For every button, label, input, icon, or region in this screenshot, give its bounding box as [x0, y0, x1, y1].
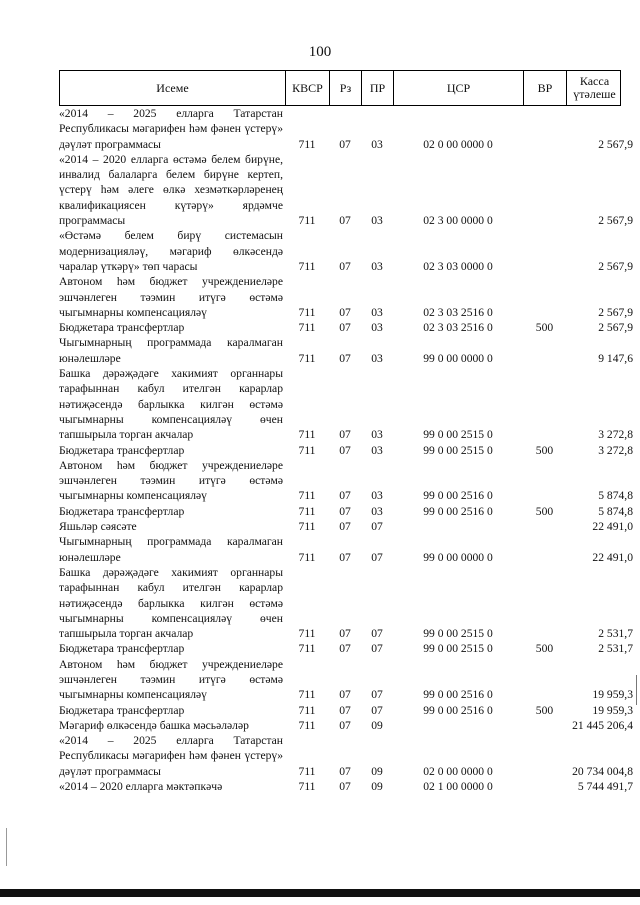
- cell-name: «2014 – 2025 елларга Татарстан Республикасы мәгарифен һәм фәнен үстерү» дәүләт программасы: [59, 107, 283, 151]
- cell-name: Мәгариф өлкәсендә башка мәсьәләләр: [59, 718, 249, 732]
- cell-name: Чыгымнарның программада каралмаган юнәлешләре: [59, 535, 283, 564]
- cell-kvsr: 711: [298, 688, 316, 702]
- cell-rz: 07: [339, 305, 351, 319]
- cell-kvsr: 711: [298, 627, 316, 641]
- header-name: Исеме: [60, 71, 286, 105]
- cell-kvsr: 711: [298, 321, 316, 335]
- cell-kvsr: 711: [298, 259, 316, 273]
- cell-amount: 22 491,0: [592, 550, 633, 564]
- cell-name: Бюджетара трансфертлар: [59, 321, 185, 335]
- cell-vr: [523, 458, 566, 504]
- cell-vr: [523, 718, 566, 733]
- cell-rz: 07: [339, 642, 351, 656]
- table-row: [59, 703, 633, 718]
- cell-name: Башка дәрәҗәдәге хакимият органнары тарафыннан кабул ителгән карарлар нәтиҗәсендә барлыкка килгән өстәмә чыгымнарны компенсацияләү өчен тапшырыла торган акчалар: [59, 565, 283, 641]
- cell-vr: [523, 274, 566, 320]
- cell-csr: [393, 718, 523, 733]
- cell-kvsr: 711: [298, 351, 316, 365]
- cell-kvsr: 711: [298, 305, 316, 319]
- cell-name: «2014 – 2020 елларга мәктәпкәчә: [59, 780, 223, 794]
- cell-rz: 07: [339, 764, 351, 778]
- table-row: [59, 335, 633, 366]
- header-amount: Касса үтәлеше: [573, 74, 616, 101]
- cell-amount: 19 959,3: [592, 703, 633, 717]
- cell-amount: 2 567,9: [598, 259, 633, 273]
- cell-kvsr: 711: [298, 443, 316, 457]
- cell-vr: 500: [535, 443, 554, 457]
- cell-vr: [523, 779, 566, 794]
- cell-amount: 20 734 004,8: [572, 764, 633, 778]
- cell-name: Автоном һәм бюджет учреждениеләре эшчәнлеген тәэмин итүгә өстәмә чыгымнарны компенсацияләү: [59, 458, 283, 503]
- table-row: [59, 458, 633, 504]
- cell-pr: 03: [371, 259, 383, 273]
- scan-mark-left: [6, 828, 7, 866]
- cell-name: Чыгымнарның программада каралмаган юнәлешләре: [59, 336, 283, 365]
- cell-amount: 5 874,8: [598, 504, 633, 518]
- cell-csr: 02 3 03 2516 0: [423, 321, 493, 335]
- table-row: [59, 443, 633, 458]
- cell-kvsr: 711: [298, 428, 316, 442]
- cell-vr: 500: [535, 642, 554, 656]
- table-row: [59, 779, 633, 794]
- table-row: [59, 274, 633, 320]
- cell-rz: 07: [339, 718, 351, 732]
- budget-table: [59, 70, 633, 794]
- cell-name: «Өстәмә белем бирү системасын модернизацияләү, мәгариф өлкәсендә чаралар үткәрү» төп чарасы: [59, 229, 283, 273]
- cell-amount: 2 567,9: [598, 321, 633, 335]
- cell-rz: 07: [339, 780, 351, 794]
- cell-name: Автоном һәм бюджет учреждениеләре эшчәнлеген тәэмин итүгә өстәмә чыгымнарны компенсацияләү: [59, 275, 283, 319]
- table-row: [59, 718, 633, 733]
- cell-csr: 99 0 00 2516 0: [423, 703, 493, 717]
- cell-vr: 500: [535, 504, 554, 518]
- cell-rz: 07: [339, 137, 351, 151]
- cell-pr: 07: [371, 688, 383, 702]
- cell-pr: 03: [371, 305, 383, 319]
- cell-csr: 99 0 00 2516 0: [423, 489, 493, 503]
- table-row: [59, 504, 633, 519]
- cell-rz: 07: [339, 504, 351, 518]
- cell-kvsr: 711: [298, 137, 316, 151]
- table-row: [59, 106, 633, 152]
- cell-vr: [523, 519, 566, 534]
- cell-amount: 21 445 206,4: [572, 718, 633, 732]
- cell-amount: 22 491,0: [592, 520, 633, 534]
- cell-kvsr: 711: [298, 214, 316, 228]
- cell-vr: [523, 733, 566, 779]
- cell-kvsr: 711: [298, 718, 316, 732]
- cell-amount: 3 272,8: [598, 428, 633, 442]
- cell-rz: 07: [339, 428, 351, 442]
- cell-csr: 02 3 03 2516 0: [423, 305, 493, 319]
- table-row: [59, 657, 633, 703]
- cell-name: «2014 – 2020 елларга өстәмә белем бирүне, инвалид балаларга белем бирүне кертеп, үстерү һәм әлеге өлкә хезмәткәрләренең квалификациясен күтәрү» ярдәмче программасы: [59, 152, 283, 228]
- cell-csr: 02 3 03 0000 0: [423, 259, 493, 273]
- header-vr: ВР: [524, 71, 567, 105]
- cell-name: Бюджетара трансфертлар: [59, 504, 185, 518]
- cell-kvsr: 711: [298, 764, 316, 778]
- cell-vr: [523, 152, 566, 228]
- cell-pr: 09: [371, 764, 383, 778]
- cell-rz: 07: [339, 443, 351, 457]
- cell-kvsr: 711: [298, 520, 316, 534]
- cell-amount: 9 147,6: [598, 351, 633, 365]
- cell-pr: 07: [371, 550, 383, 564]
- cell-csr: 99 0 00 2515 0: [423, 443, 493, 457]
- cell-rz: 07: [339, 520, 351, 534]
- cell-csr: 99 0 00 0000 0: [423, 351, 493, 365]
- scan-mark-right: [636, 675, 637, 705]
- cell-name: Бюджетара трансфертлар: [59, 642, 185, 656]
- cell-vr: [523, 366, 566, 442]
- cell-csr: 02 0 00 0000 0: [423, 137, 493, 151]
- cell-pr: 03: [371, 214, 383, 228]
- cell-kvsr: 711: [298, 780, 316, 794]
- cell-rz: 07: [339, 688, 351, 702]
- cell-name: «2014 – 2025 елларга Татарстан Республикасы мәгарифен һәм фәнен үстерү» дәүләт программасы: [59, 734, 283, 778]
- cell-pr: 03: [371, 489, 383, 503]
- cell-pr: 07: [371, 627, 383, 641]
- cell-rz: 07: [339, 550, 351, 564]
- cell-amount: 5 874,8: [598, 489, 633, 503]
- cell-vr: [523, 657, 566, 703]
- cell-csr: 02 3 00 0000 0: [423, 214, 493, 228]
- table-body: [59, 106, 633, 794]
- cell-pr: 09: [371, 718, 383, 732]
- cell-csr: 99 0 00 2516 0: [423, 504, 493, 518]
- cell-kvsr: 711: [298, 504, 316, 518]
- cell-kvsr: 711: [298, 550, 316, 564]
- cell-amount: 2 531,7: [598, 642, 633, 656]
- table-row: [59, 228, 633, 274]
- cell-amount: 5 744 491,7: [577, 780, 633, 794]
- cell-vr: [523, 534, 566, 565]
- cell-rz: 07: [339, 321, 351, 335]
- header-csr: ЦСР: [394, 71, 524, 105]
- cell-kvsr: 711: [298, 642, 316, 656]
- table-row: [59, 733, 633, 779]
- cell-pr: 03: [371, 428, 383, 442]
- cell-rz: 07: [339, 703, 351, 717]
- page-number: 100: [308, 44, 332, 60]
- cell-amount: 2 531,7: [598, 627, 633, 641]
- table-row: [59, 641, 633, 656]
- cell-pr: 03: [371, 321, 383, 335]
- table-row: [59, 519, 633, 534]
- cell-csr: 02 1 00 0000 0: [423, 780, 493, 794]
- cell-pr: 07: [371, 642, 383, 656]
- cell-csr: 99 0 00 2515 0: [423, 428, 493, 442]
- cell-vr: 500: [535, 703, 554, 717]
- cell-pr: 03: [371, 351, 383, 365]
- header-kvsr: КВСР: [286, 71, 330, 105]
- cell-csr: [393, 519, 523, 534]
- cell-vr: [523, 335, 566, 366]
- cell-rz: 07: [339, 259, 351, 273]
- cell-csr: 99 0 00 2516 0: [423, 688, 493, 702]
- cell-amount: 2 567,9: [598, 214, 633, 228]
- cell-vr: 500: [535, 321, 554, 335]
- cell-amount: 3 272,8: [598, 443, 633, 457]
- cell-amount: 2 567,9: [598, 305, 633, 319]
- cell-name: Яшьләр сәясәте: [59, 520, 137, 534]
- table-row: [59, 366, 633, 442]
- cell-rz: 07: [339, 351, 351, 365]
- cell-csr: 99 0 00 2515 0: [423, 642, 493, 656]
- table-row: [59, 534, 633, 565]
- cell-kvsr: 711: [298, 703, 316, 717]
- cell-pr: 07: [371, 520, 383, 534]
- cell-pr: 09: [371, 780, 383, 794]
- table-header: [59, 70, 621, 106]
- cell-name: Бюджетара трансфертлар: [59, 703, 185, 717]
- cell-csr: 99 0 00 2515 0: [423, 627, 493, 641]
- table-row: [59, 565, 633, 641]
- cell-name: Башка дәрәҗәдәге хакимият органнары тарафыннан кабул ителгән карарлар нәтиҗәсендә барлыкка килгән өстәмә чыгымнарны компенсацияләү өчен тапшырыла торган акчалар: [59, 367, 283, 442]
- cell-vr: [523, 106, 566, 152]
- cell-pr: 03: [371, 443, 383, 457]
- table-row: [59, 320, 633, 335]
- header-pr: ПР: [362, 71, 394, 105]
- cell-name: Бюджетара трансфертлар: [59, 443, 185, 457]
- table-row: [59, 152, 633, 228]
- cell-pr: 07: [371, 703, 383, 717]
- cell-kvsr: 711: [298, 489, 316, 503]
- cell-rz: 07: [339, 489, 351, 503]
- scan-bottom-edge: [0, 889, 640, 897]
- cell-rz: 07: [339, 627, 351, 641]
- cell-name: Автоном һәм бюджет учреждениеләре эшчәнлеген тәэмин итүгә өстәмә чыгымнарны компенсацияләү: [59, 657, 283, 702]
- cell-vr: [523, 565, 566, 641]
- cell-vr: [523, 228, 566, 274]
- cell-csr: 99 0 00 0000 0: [423, 550, 493, 564]
- cell-rz: 07: [339, 214, 351, 228]
- cell-pr: 03: [371, 504, 383, 518]
- cell-amount: 19 959,3: [592, 688, 633, 702]
- cell-pr: 03: [371, 137, 383, 151]
- header-rz: Рз: [330, 71, 362, 105]
- cell-amount: 2 567,9: [598, 137, 633, 151]
- cell-csr: 02 0 00 0000 0: [423, 764, 493, 778]
